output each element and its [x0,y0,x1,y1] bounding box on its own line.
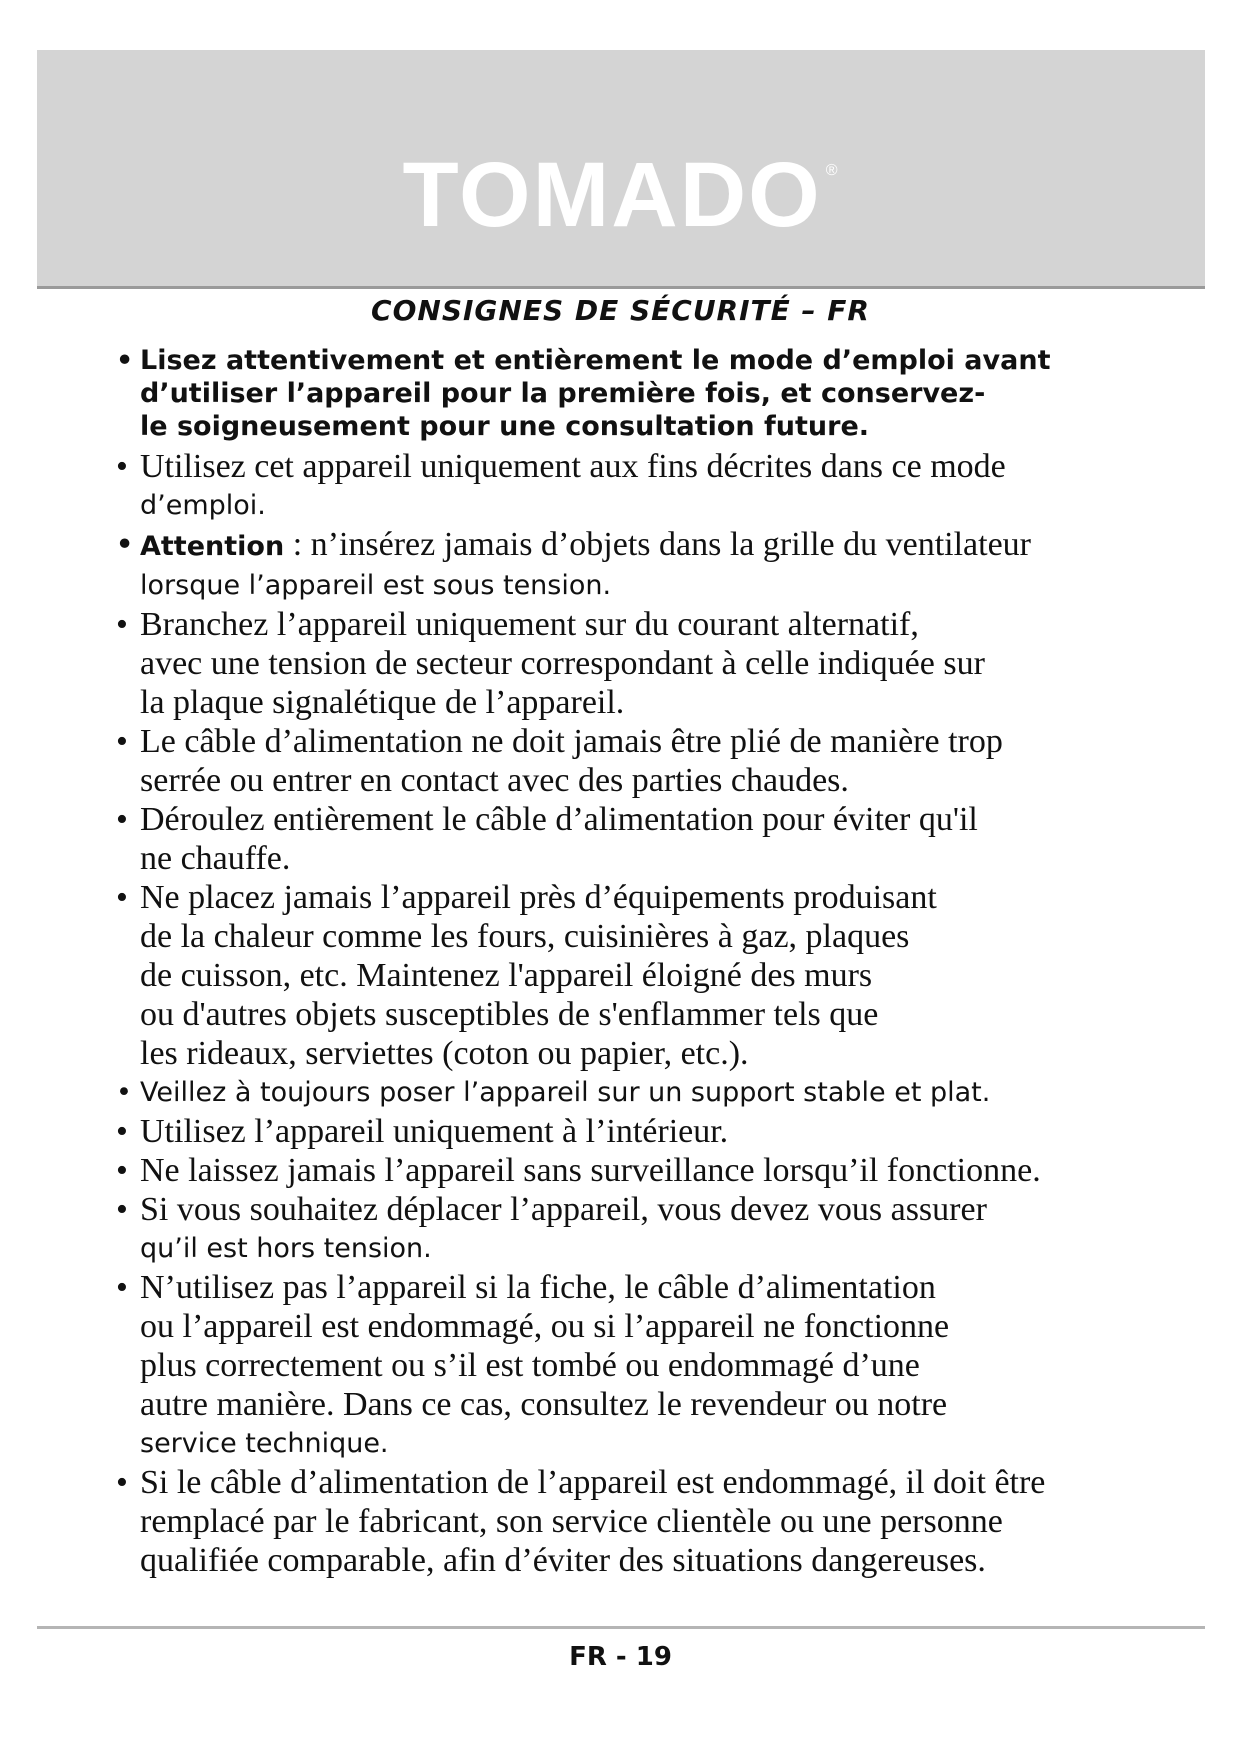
item-line: ou l’appareil est endommagé, ou si l’appareil ne fonctionne [140,1308,950,1345]
item-line: le soigneusement pour une consultation future. [140,411,870,442]
item-line: les rideaux, serviettes (coton ou papier, etc.). [140,1035,749,1072]
item-line: Déroulez entièrement le câble d’alimentation pour éviter qu'il [140,801,978,838]
safety-instructions-list [112,344,1132,1580]
bullet: • [116,1077,132,1108]
item-line: de la chaleur comme les fours, cuisinières à gaz, plaques [140,918,910,955]
page-title: CONSIGNES DE SÉCURITÉ – FR [371,294,870,327]
item-line: lorsque l’appareil est sous tension. [140,570,612,601]
item-line: N’utilisez pas l’appareil si la fiche, le câble d’alimentation [140,1269,936,1306]
item-line: la plaque signalétique de l’appareil. [140,684,625,721]
item-line: Si vous souhaitez déplacer l’appareil, vous devez vous assurer [140,1191,987,1228]
bullet: • [116,1113,128,1150]
list-item [112,878,1132,1073]
item-line: Utilisez cet appareil uniquement aux fins décrites dans ce mode [140,448,1006,485]
list-item [112,344,1132,443]
attention-label: Attention [140,531,285,562]
footer-divider [37,1626,1205,1629]
item-line: Branchez l’appareil uniquement sur du courant alternatif, [140,606,919,643]
item-line: d’utiliser l’appareil pour la première fois, et conservez- [140,378,986,409]
item-line: remplacé par le fabricant, son service clientèle ou une personne [140,1503,1003,1540]
item-line: Ne placez jamais l’appareil près d’équipements produisant [140,879,937,916]
item-line: avec une tension de secteur correspondant à celle indiquée sur [140,645,985,682]
item-line: qualifiée comparable, afin d’éviter des situations dangereuses. [140,1542,986,1579]
item-line: serrée ou entrer en contact avec des parties chaudes. [140,762,849,799]
item-line: Le câble d’alimentation ne doit jamais être plié de manière trop [140,723,1003,760]
bullet: • [116,345,134,376]
list-item [112,1151,1132,1190]
bullet: • [116,606,128,643]
list-item [112,447,1132,525]
list-item [112,1112,1132,1151]
bullet: • [116,723,128,760]
item-line: Si le câble d’alimentation de l’appareil est endommagé, il doit être [140,1464,1046,1501]
item-text: : n’insérez jamais d’objets dans la grille du ventilateur [284,526,1032,563]
item-line: plus correctement ou s’il est tombé ou endommagé d’une [140,1347,920,1384]
list-item [112,722,1132,800]
tomado-logo: TOMADO ® [402,144,840,246]
item-line: service technique. [140,1428,389,1459]
bullet: • [116,879,128,916]
brand-header [37,50,1205,289]
bullet: • [116,448,128,485]
item-line: ou d'autres objets susceptibles de s'enflammer tels que [140,996,879,1033]
item-line: Lisez attentivement et entièrement le mode d’emploi avant [140,345,1051,376]
bullet: • [116,1191,128,1228]
bullet: • [116,801,128,838]
list-item [112,800,1132,878]
bullet: • [116,1152,128,1189]
item-line: autre manière. Dans ce cas, consultez le revendeur ou notre [140,1386,948,1423]
item-line: Ne laissez jamais l’appareil sans surveillance lorsqu’il fonctionne. [140,1152,1041,1189]
item-line: de cuisson, etc. Maintenez l'appareil éloigné des murs [140,957,873,994]
item-line: Veillez à toujours poser l’appareil sur un support stable et plat. [140,1077,991,1108]
item-line: ne chauffe. [140,840,291,877]
registered-mark: ® [825,162,840,179]
bullet: • [116,1464,128,1501]
bullet: • [116,1269,128,1306]
list-item [112,1073,1132,1112]
list-item [112,1268,1132,1463]
item-line: qu’il est hors tension. [140,1233,432,1264]
list-item [112,1190,1132,1268]
item-line: d’emploi. [140,490,266,521]
list-item [112,525,1132,605]
list-item [112,605,1132,722]
list-item [112,1463,1132,1580]
item-line: Utilisez l’appareil uniquement à l’intérieur. [140,1113,729,1150]
page-number: FR - 19 [569,1642,672,1672]
bullet: • [116,529,134,560]
